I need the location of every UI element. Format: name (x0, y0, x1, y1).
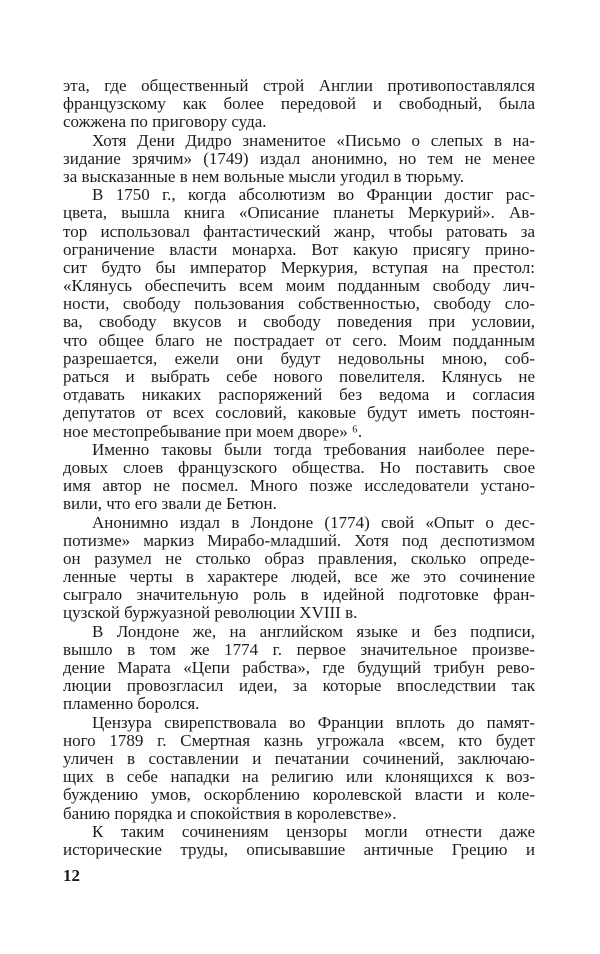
paragraph (63, 714, 535, 823)
paragraph (63, 441, 535, 514)
text-line: французскому как более передовой и свободный, была (63, 94, 535, 114)
text-line: Именно таковы были тогда требования наиболее пере- (92, 439, 535, 459)
text-line: разрешается, ежели они будут недовольны мною, соб- (63, 348, 535, 368)
text-line: ности, свободу пользования собственностью, свободу сло- (63, 294, 535, 314)
text-line: щих в себе нападки на религию или клонящихся к воз- (63, 767, 535, 787)
text-line: люции провозгласил идеи, за которые впоследствии так (63, 676, 535, 696)
text-line: Цензура свирепствовала во Франции вплоть до памят- (92, 712, 535, 732)
text-line: потизме» маркиз Мирабо-младший. Хотя под деспотизмом (63, 530, 535, 550)
text-line: пламенно боролся. (63, 694, 200, 714)
text-line: К таким сочинениям цензоры могли отнести даже (92, 821, 535, 841)
text-line: тор использовал фантастический жанр, чтобы ратовать за (63, 221, 535, 241)
paragraph (63, 186, 535, 441)
text-line: «Клянусь обеспечить всем моим подданным свободу лич- (63, 276, 535, 296)
text-line: раться и выбрать себе нового повелителя. Клянусь не (63, 367, 535, 386)
paragraph (63, 77, 535, 132)
text-line: эта, где общественный строй Англии противопоставлялся (63, 76, 535, 95)
text-line: ленные черты в характере людей, все же это сочинение (63, 567, 535, 587)
text-line: что общее благо не пострадает от сего. Моим подданным (63, 330, 535, 350)
paragraph (63, 514, 535, 623)
text-line: В 1750 г., когда абсолютизм во Франции достиг рас- (92, 185, 535, 205)
text-line: довых слоев французского общества. Но поставить свое (63, 457, 535, 477)
page-body-text (63, 77, 535, 859)
text-line: исторические труды, описывавшие античные Грецию и (63, 839, 535, 859)
paragraph (63, 623, 535, 714)
text-line: цузской буржуазной революции XVIII в. (63, 603, 358, 623)
text-line: имя автор не посмел. Много позже исследователи устано- (63, 476, 535, 496)
text-line: за высказанные в нем вольные мысли угодил в тюрьму. (63, 166, 464, 186)
text-line: буждению умов, оскорблению королевской власти и коле- (63, 785, 535, 805)
text-line: отдавать никаких распоряжений без ведома и согласия (63, 385, 535, 405)
text-line: сожжена по приговору суда. (63, 112, 267, 132)
text-line: сит будто бы император Меркурия, вступая на престол: (63, 257, 535, 277)
text-line: ограничение власти монарха. Вот какую присягу прино- (63, 239, 535, 259)
text-line: вили, что его звали де Бетюн. (63, 494, 277, 514)
text-line: зидание зрячим» (1749) издал анонимно, но тем не менее (63, 148, 535, 168)
text-line: Хотя Дени Дидро знаменитое «Письмо о слепых в на- (92, 130, 535, 150)
text-line: уличен в составлении и печатании сочинений, заключаю- (63, 748, 535, 768)
text-line: ва, свободу вкусов и свободу поведения при условии, (63, 312, 535, 332)
text-line: ного 1789 г. Смертная казнь угрожала «всем, кто будет (63, 730, 535, 750)
text-line: банию порядка и спокойствия в королевстве». (63, 803, 397, 823)
text-line: он разумел не столько образ правления, сколько опреде- (63, 548, 535, 568)
paragraph (63, 132, 535, 187)
text-line: В Лондоне же, на английском языке и без подписи, (92, 621, 535, 641)
text-line: ное местопребывание при моем дворе» ⁶. (63, 421, 363, 441)
text-line: Анонимно издал в Лондоне (1774) свой «Опыт о дес- (92, 512, 535, 532)
page-number: 12 (63, 866, 80, 885)
text-line: дение Марата «Цепи рабства», где будущий трибун рево- (63, 658, 535, 677)
text-line: цвета, вышла книга «Описание планеты Меркурий». Ав- (63, 203, 535, 223)
text-line: сыграло значительную роль в идейной подготовке фран- (63, 585, 535, 605)
text-line: вышло в том же 1774 г. первое значительное произве- (63, 639, 535, 659)
text-line: депутатов от всех сословий, каковые будут иметь постоян- (63, 403, 535, 423)
paragraph (63, 823, 535, 859)
